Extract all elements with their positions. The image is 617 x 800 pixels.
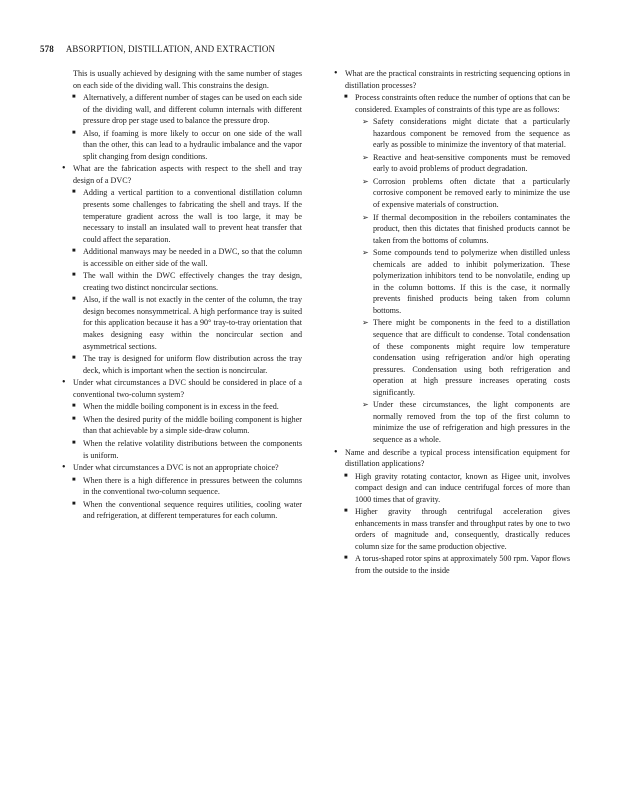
list-item	[70, 438, 302, 461]
left-column	[60, 68, 302, 522]
square-bullet-icon: ■	[344, 94, 348, 101]
square-bullet-icon: ■	[72, 500, 76, 507]
sublist-item	[362, 247, 570, 316]
bullet-icon: •	[62, 377, 66, 389]
question-text: Under what circumstances a DVC should be considered in place of a conventional two-column system?	[73, 378, 302, 399]
square-bullet-icon: ■	[72, 189, 76, 196]
list-item	[342, 471, 570, 506]
bullet-icon: •	[62, 163, 66, 175]
list-item-text: When the desired purity of the middle boiling component is higher than that achievable by a simple side-draw column.	[83, 414, 302, 436]
arrow-bullet-icon: ➢	[362, 318, 369, 328]
list-item	[70, 353, 302, 376]
question-text: What are the fabrication aspects with respect to the shell and tray design of a DVC?	[73, 164, 302, 185]
fabrication-list	[60, 187, 302, 376]
square-bullet-icon: ■	[72, 248, 76, 255]
sublist-item-text: There might be components in the feed to a distillation sequence that are difficult to condense. Total condensation of these components might require low temperature condensation using refrigeration and/or high operating pressures. Condensation using both refrigeration and operation at high pressure increases operating costs significantly.	[373, 318, 570, 397]
bullet-icon: •	[334, 68, 338, 79]
arrow-bullet-icon: ➢	[362, 400, 369, 410]
square-bullet-icon: ■	[344, 472, 348, 479]
question-dvc-consider	[60, 377, 302, 400]
list-item	[70, 475, 302, 498]
list-item	[342, 506, 570, 552]
arrow-bullet-icon: ➢	[362, 152, 369, 162]
square-bullet-icon: ■	[72, 439, 76, 446]
sublist-item	[362, 317, 570, 398]
list-item-text: Alternatively, a different number of stages can be used on each side of the dividing wall, and different column internals with different pressure drop per stage used to balance the pressure drop.	[83, 93, 302, 126]
list-item-text: High gravity rotating contactor, known as Higee unit, involves compact design and can induce centrifugal forces of more than 1000 times that of gravity.	[355, 471, 570, 504]
list-item	[70, 294, 302, 352]
question-fabrication	[60, 163, 302, 186]
running-header	[40, 44, 580, 54]
list-item-text: Additional manways may be needed in a DWC, so that the column is accessible on either side of the wall.	[83, 247, 302, 268]
square-bullet-icon: ■	[72, 129, 76, 136]
list-item	[70, 401, 302, 413]
square-bullet-icon: ■	[72, 403, 76, 410]
sublist-item-text: Corrosion problems often dictate that a particularly corrosive component be removed early to minimize the use of expensive materials of construction.	[373, 176, 570, 210]
square-bullet-icon: ■	[72, 296, 76, 303]
question-dvc-not-appropriate	[60, 462, 302, 474]
sublist-item	[362, 152, 570, 175]
dvc-not-appropriate-list	[60, 475, 302, 522]
bullet-icon: •	[62, 462, 66, 474]
bullet-icon: •	[334, 446, 338, 458]
list-item	[70, 270, 302, 293]
list-item	[342, 553, 570, 576]
sublist-item	[362, 399, 570, 445]
list-item-text: The tray is designed for uniform flow distribution across the tray deck, which is important when the section is noncircular.	[83, 354, 302, 375]
square-bullet-icon: ■	[72, 272, 76, 279]
list-item-text: When the relative volatility distributions between the components is uniform.	[83, 438, 302, 460]
right-column	[332, 68, 570, 577]
list-item	[70, 92, 302, 127]
arrow-bullet-icon: ➢	[362, 117, 369, 127]
square-bullet-icon: ■	[72, 415, 76, 422]
sublist-item	[362, 176, 570, 211]
square-bullet-icon: ■	[72, 476, 76, 483]
square-bullet-icon: ■	[344, 508, 348, 515]
list-item	[70, 187, 302, 245]
arrow-bullet-icon: ➢	[362, 212, 369, 222]
question-sequencing-constraints	[332, 68, 570, 91]
sublist-item-text: Under these circumstances, the light components are normally removed from the top of the first column to minimize the use of refrigeration and high pressures in the sequence as a whole.	[373, 400, 570, 444]
wall-balance-list	[60, 92, 302, 162]
dvc-consider-list	[60, 401, 302, 461]
sublist-item-text: Reactive and heat-sensitive components must be removed early to avoid problems of product degradation.	[373, 152, 570, 174]
list-item-text: Adding a vertical partition to a conventional distillation column presents some challenges to fabricating the shell and trays. If the temperature gradient across the wall is too large, it may be necessary to install an insulated wall to prevent heat transfer that could affect the separation.	[83, 188, 302, 244]
list-item-text: Also, if the wall is not exactly in the center of the column, the tray design becomes nonsymmetrical. A high performance tray is suited for this application because it has a 90° tray-to-tray orientation that makes designing easy within the noncircular section and asymmetrical sections.	[83, 295, 302, 351]
list-item	[70, 414, 302, 437]
arrow-bullet-icon: ➢	[362, 176, 369, 186]
sublist-item	[362, 212, 570, 247]
square-bullet-icon: ■	[72, 355, 76, 362]
sublist-item-text: Some compounds tend to polymerize when distilled unless chemicals are added to inhibit polymerization. These polymerization inhibitors tend to be nonvolatile, ending up in the column bottoms. If this is the case, it normally prevents finished products being taken from column bottoms.	[373, 248, 570, 315]
list-item-text: When there is a high difference in pressures between the columns in the conventional two-column sequence.	[83, 475, 302, 497]
list-item-text: Higher gravity through centrifugal acceleration gives enhancements in mass transfer and throughput rates by one to two orders of magnitude and, consequently, drastically reduces column size for the same production objective.	[355, 507, 570, 551]
question-text: What are the practical constraints in restricting sequencing options in distillation processes?	[345, 69, 570, 90]
list-item-text: Process constraints often reduce the number of options that can be considered. Examples of constraints of this type are as follows:	[355, 93, 570, 114]
sublist-item-text: If thermal decomposition in the reboilers contaminates the product, then this dictates that finished products cannot be taken from the bottoms of columns.	[373, 212, 570, 245]
list-item-text: When the conventional sequence requires utilities, cooling water and refrigeration, at different temperatures for each column.	[83, 499, 302, 521]
list-item	[70, 499, 302, 522]
list-item	[342, 92, 570, 445]
arrow-bullet-icon: ➢	[362, 248, 369, 258]
question-text: Name and describe a typical process intensification equipment for distillation applications?	[345, 447, 570, 469]
constraints-sublist	[352, 116, 570, 445]
square-bullet-icon: ■	[344, 555, 348, 562]
sublist-item-text: Safety considerations might dictate that a particularly hazardous component be removed from the sequence as early as possible to minimize the inventory of that material.	[373, 117, 570, 150]
page-number: 578	[40, 44, 54, 54]
sublist-item	[362, 116, 570, 151]
list-item	[70, 128, 302, 163]
square-bullet-icon: ■	[72, 94, 76, 101]
list-item	[70, 246, 302, 269]
list-item-text: The wall within the DWC effectively changes the tray design, creating two distinct noncircular sections.	[83, 271, 302, 292]
list-item-text: A torus-shaped rotor spins at approximately 500 rpm. Vapor flows from the outside to the inside	[355, 554, 570, 575]
question-process-intensification	[332, 447, 570, 470]
continued-paragraph: This is usually achieved by designing with the same number of stages on each side of the dividing wall. This constrains the design.	[73, 69, 302, 90]
list-item-text: When the middle boiling component is in excess in the feed.	[83, 402, 279, 412]
question-text: Under what circumstances a DVC is not an appropriate choice?	[73, 463, 279, 473]
running-title: ABSORPTION, DISTILLATION, AND EXTRACTION	[65, 44, 276, 54]
list-item-text: Also, if foaming is more likely to occur on one side of the wall than the other, this can lead to a hydraulic imbalance and the vapor split changing from design conditions.	[83, 128, 302, 161]
process-intensification-list	[332, 471, 570, 577]
